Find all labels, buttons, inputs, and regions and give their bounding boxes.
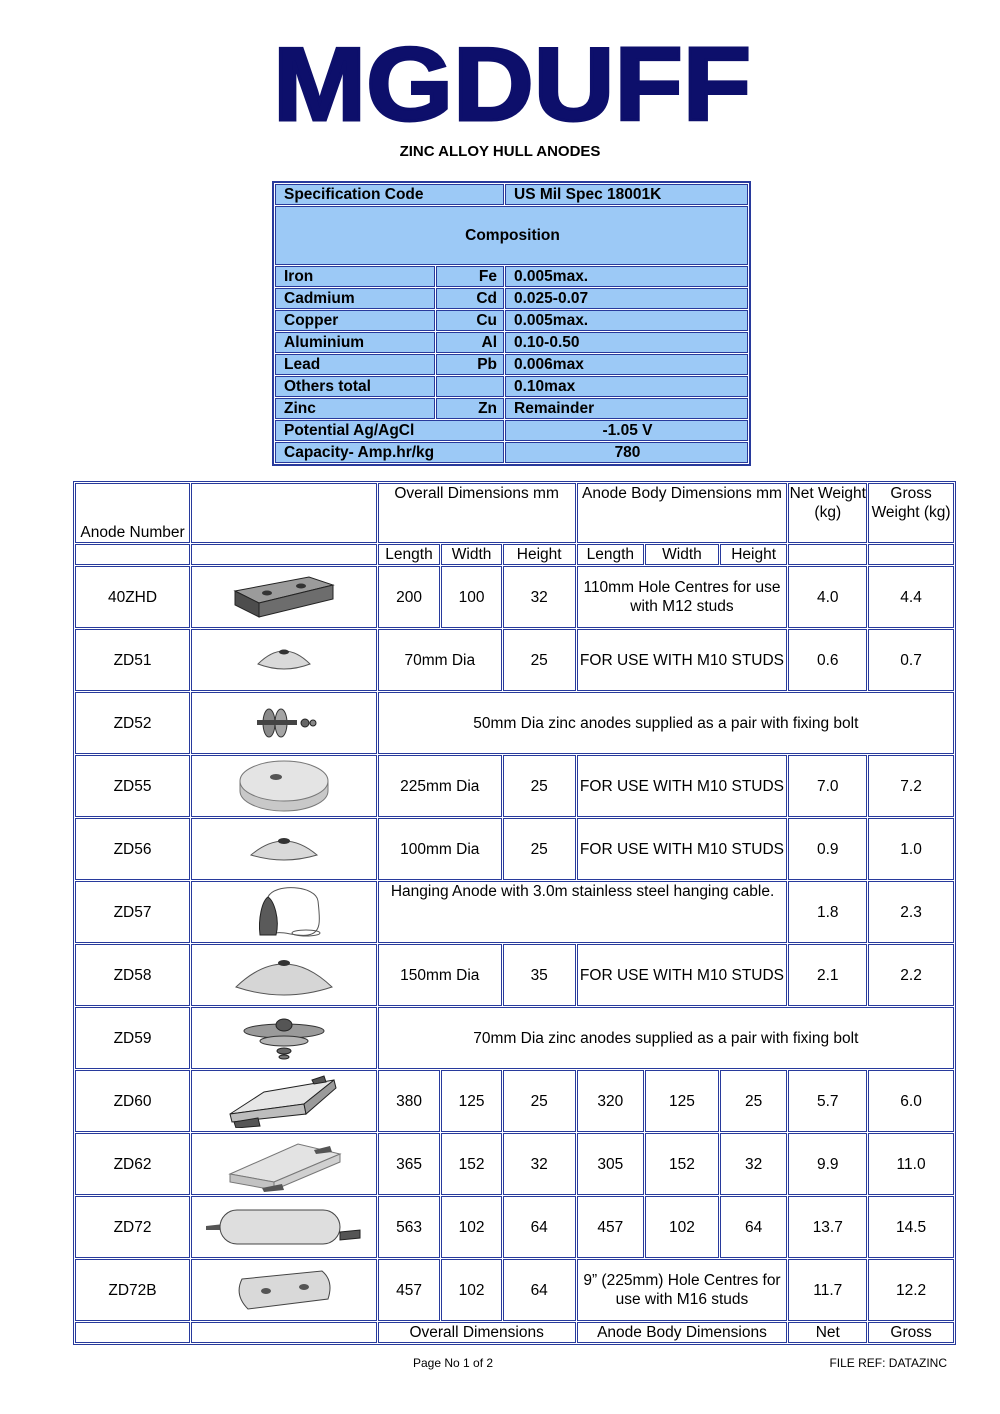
overall-width: 100 bbox=[441, 566, 502, 628]
anode-image-zd51 bbox=[191, 629, 377, 691]
composition-title: Composition bbox=[275, 206, 748, 265]
body-dimensions-note: FOR USE WITH M10 STUDS bbox=[577, 818, 788, 880]
anode-number: ZD57 bbox=[75, 881, 190, 943]
element-symbol: Pb bbox=[436, 354, 504, 375]
net-weight: 0.6 bbox=[788, 629, 867, 691]
footer-body-dimensions: Anode Body Dimensions bbox=[577, 1322, 788, 1343]
gross-weight: 6.0 bbox=[868, 1070, 954, 1132]
overall-length: 563 bbox=[378, 1196, 441, 1258]
gross-weight: 12.2 bbox=[868, 1259, 954, 1321]
potential-value: -1.05 V bbox=[505, 420, 748, 441]
table-row bbox=[75, 1259, 954, 1321]
page-number: Page No 1 of 2 bbox=[413, 1356, 494, 1370]
overall-height: 25 bbox=[503, 818, 576, 880]
table-row bbox=[75, 1007, 954, 1069]
subheader-width: Width bbox=[441, 544, 502, 565]
document-title: ZINC ALLOY HULL ANODES bbox=[399, 143, 601, 160]
element-name: Copper bbox=[275, 310, 435, 331]
body-width: 125 bbox=[645, 1070, 719, 1132]
anode-image-zd72b bbox=[191, 1259, 377, 1321]
subheader-blank bbox=[788, 544, 867, 565]
gross-weight: 1.0 bbox=[868, 818, 954, 880]
anode-number: ZD72B bbox=[75, 1259, 190, 1321]
overall-height: 25 bbox=[503, 755, 576, 817]
anode-number: ZD55 bbox=[75, 755, 190, 817]
element-value: 0.005max. bbox=[505, 266, 748, 287]
anode-number: ZD56 bbox=[75, 818, 190, 880]
element-name: Lead bbox=[275, 354, 435, 375]
anode-image-zd57 bbox=[191, 881, 377, 943]
subheader-blank bbox=[868, 544, 954, 565]
body-dimensions-note: 9” (225mm) Hole Centres for use with M16 studs bbox=[577, 1259, 788, 1321]
element-symbol: Fe bbox=[436, 266, 504, 287]
anode-image-40zhd bbox=[191, 566, 377, 628]
table-row bbox=[75, 1133, 954, 1195]
overall-width: 152 bbox=[441, 1133, 502, 1195]
table-row bbox=[75, 755, 954, 817]
overall-width: 102 bbox=[441, 1196, 502, 1258]
capacity-value: 780 bbox=[505, 442, 748, 463]
overall-diameter: 70mm Dia bbox=[378, 629, 502, 691]
mgduff-logo bbox=[272, 44, 752, 124]
overall-height: 32 bbox=[503, 1133, 576, 1195]
footer-overall-dimensions: Overall Dimensions bbox=[378, 1322, 576, 1343]
gross-weight: 2.2 bbox=[868, 944, 954, 1006]
body-length: 320 bbox=[577, 1070, 645, 1132]
body-height: 32 bbox=[720, 1133, 788, 1195]
table-footer-row bbox=[75, 1322, 954, 1343]
overall-height: 35 bbox=[503, 944, 576, 1006]
table-row bbox=[75, 629, 954, 691]
spec-code-label: Specification Code bbox=[275, 184, 504, 205]
footer-blank bbox=[191, 1322, 377, 1343]
footer-gross: Gross bbox=[868, 1322, 954, 1343]
element-symbol: Zn bbox=[436, 398, 504, 419]
overall-width: 102 bbox=[441, 1259, 502, 1321]
potential-label: Potential Ag/AgCl bbox=[275, 420, 504, 441]
element-row bbox=[275, 354, 748, 375]
table-row bbox=[75, 692, 954, 754]
overall-diameter: 225mm Dia bbox=[378, 755, 502, 817]
gross-weight: 4.4 bbox=[868, 566, 954, 628]
net-weight: 0.9 bbox=[788, 818, 867, 880]
body-width: 152 bbox=[645, 1133, 719, 1195]
header-blank bbox=[191, 483, 377, 543]
gross-weight: 0.7 bbox=[868, 629, 954, 691]
header-anode-number: Anode Number bbox=[75, 483, 190, 543]
overall-diameter: 100mm Dia bbox=[378, 818, 502, 880]
table-header-row bbox=[75, 483, 954, 543]
element-row bbox=[275, 376, 748, 397]
header-net-weight: Net Weight (kg) bbox=[788, 483, 867, 543]
body-dimensions-note: FOR USE WITH M10 STUDS bbox=[577, 629, 788, 691]
element-value: Remainder bbox=[505, 398, 748, 419]
body-dimensions-note: FOR USE WITH M10 STUDS bbox=[577, 755, 788, 817]
body-width: 102 bbox=[645, 1196, 719, 1258]
net-weight: 4.0 bbox=[788, 566, 867, 628]
table-subheader-row bbox=[75, 544, 954, 565]
element-name: Others total bbox=[275, 376, 435, 397]
product-note: 50mm Dia zinc anodes supplied as a pair with fixing bolt bbox=[378, 692, 954, 754]
footer-blank bbox=[75, 1322, 190, 1343]
element-symbol: Cd bbox=[436, 288, 504, 309]
element-row bbox=[275, 398, 748, 419]
overall-height: 64 bbox=[503, 1259, 576, 1321]
anode-image-zd52 bbox=[191, 692, 377, 754]
net-weight: 1.8 bbox=[788, 881, 867, 943]
net-weight: 9.9 bbox=[788, 1133, 867, 1195]
anode-number: ZD62 bbox=[75, 1133, 190, 1195]
product-note: 70mm Dia zinc anodes supplied as a pair with fixing bolt bbox=[378, 1007, 954, 1069]
anode-number: ZD59 bbox=[75, 1007, 190, 1069]
table-row bbox=[75, 881, 954, 943]
composition-table bbox=[272, 181, 751, 466]
element-symbol: Cu bbox=[436, 310, 504, 331]
table-row bbox=[75, 1196, 954, 1258]
element-row bbox=[275, 310, 748, 331]
anode-table bbox=[73, 481, 956, 1345]
element-value: 0.10-0.50 bbox=[505, 332, 748, 353]
body-length: 305 bbox=[577, 1133, 645, 1195]
footer-net: Net bbox=[788, 1322, 867, 1343]
gross-weight: 7.2 bbox=[868, 755, 954, 817]
element-name: Cadmium bbox=[275, 288, 435, 309]
element-value: 0.025-0.07 bbox=[505, 288, 748, 309]
anode-number: ZD51 bbox=[75, 629, 190, 691]
element-symbol: Al bbox=[436, 332, 504, 353]
element-value: 0.006max bbox=[505, 354, 748, 375]
file-reference: FILE REF: DATAZINC bbox=[829, 1356, 947, 1370]
subheader-length: Length bbox=[378, 544, 441, 565]
element-name: Aluminium bbox=[275, 332, 435, 353]
element-row bbox=[275, 332, 748, 353]
element-value: 0.005max. bbox=[505, 310, 748, 331]
element-name: Iron bbox=[275, 266, 435, 287]
anode-image-zd56 bbox=[191, 818, 377, 880]
overall-length: 457 bbox=[378, 1259, 441, 1321]
anode-number: ZD58 bbox=[75, 944, 190, 1006]
element-name: Zinc bbox=[275, 398, 435, 419]
anode-number: 40ZHD bbox=[75, 566, 190, 628]
table-row bbox=[75, 1070, 954, 1132]
table-row bbox=[75, 944, 954, 1006]
anode-image-zd58 bbox=[191, 944, 377, 1006]
anode-image-zd59 bbox=[191, 1007, 377, 1069]
overall-height: 64 bbox=[503, 1196, 576, 1258]
gross-weight: 11.0 bbox=[868, 1133, 954, 1195]
anode-image-zd60 bbox=[191, 1070, 377, 1132]
net-weight: 5.7 bbox=[788, 1070, 867, 1132]
anode-number: ZD60 bbox=[75, 1070, 190, 1132]
overall-height: 32 bbox=[503, 566, 576, 628]
header-body-dimensions: Anode Body Dimensions mm bbox=[577, 483, 788, 543]
overall-length: 380 bbox=[378, 1070, 441, 1132]
element-row bbox=[275, 266, 748, 287]
overall-height: 25 bbox=[503, 629, 576, 691]
body-height: 25 bbox=[720, 1070, 788, 1132]
table-row bbox=[75, 818, 954, 880]
anode-number: ZD52 bbox=[75, 692, 190, 754]
subheader-blank bbox=[191, 544, 377, 565]
element-row bbox=[275, 288, 748, 309]
subheader-height: Height bbox=[503, 544, 576, 565]
overall-length: 365 bbox=[378, 1133, 441, 1195]
body-height: 64 bbox=[720, 1196, 788, 1258]
anode-image-zd72 bbox=[191, 1196, 377, 1258]
anode-image-zd55 bbox=[191, 755, 377, 817]
subheader-height: Height bbox=[720, 544, 788, 565]
header-overall-dimensions: Overall Dimensions mm bbox=[378, 483, 576, 543]
overall-diameter: 150mm Dia bbox=[378, 944, 502, 1006]
subheader-blank bbox=[75, 544, 190, 565]
net-weight: 11.7 bbox=[788, 1259, 867, 1321]
subheader-length: Length bbox=[577, 544, 645, 565]
product-note: Hanging Anode with 3.0m stainless steel hanging cable. bbox=[378, 881, 788, 943]
table-row bbox=[75, 566, 954, 628]
gross-weight: 14.5 bbox=[868, 1196, 954, 1258]
gross-weight: 2.3 bbox=[868, 881, 954, 943]
svg-text:MGDUFF: MGDUFF bbox=[273, 44, 751, 124]
anode-image-zd62 bbox=[191, 1133, 377, 1195]
header-gross-weight: Gross Weight (kg) bbox=[868, 483, 954, 543]
net-weight: 13.7 bbox=[788, 1196, 867, 1258]
capacity-label: Capacity- Amp.hr/kg bbox=[275, 442, 504, 463]
overall-height: 25 bbox=[503, 1070, 576, 1132]
body-length: 457 bbox=[577, 1196, 645, 1258]
body-dimensions-note: FOR USE WITH M10 STUDS bbox=[577, 944, 788, 1006]
body-dimensions-note: 110mm Hole Centres for use with M12 studs bbox=[577, 566, 788, 628]
subheader-width: Width bbox=[645, 544, 719, 565]
spec-code-value: US Mil Spec 18001K bbox=[505, 184, 748, 205]
net-weight: 7.0 bbox=[788, 755, 867, 817]
overall-width: 125 bbox=[441, 1070, 502, 1132]
overall-length: 200 bbox=[378, 566, 441, 628]
element-symbol bbox=[436, 376, 504, 397]
element-value: 0.10max bbox=[505, 376, 748, 397]
net-weight: 2.1 bbox=[788, 944, 867, 1006]
anode-number: ZD72 bbox=[75, 1196, 190, 1258]
